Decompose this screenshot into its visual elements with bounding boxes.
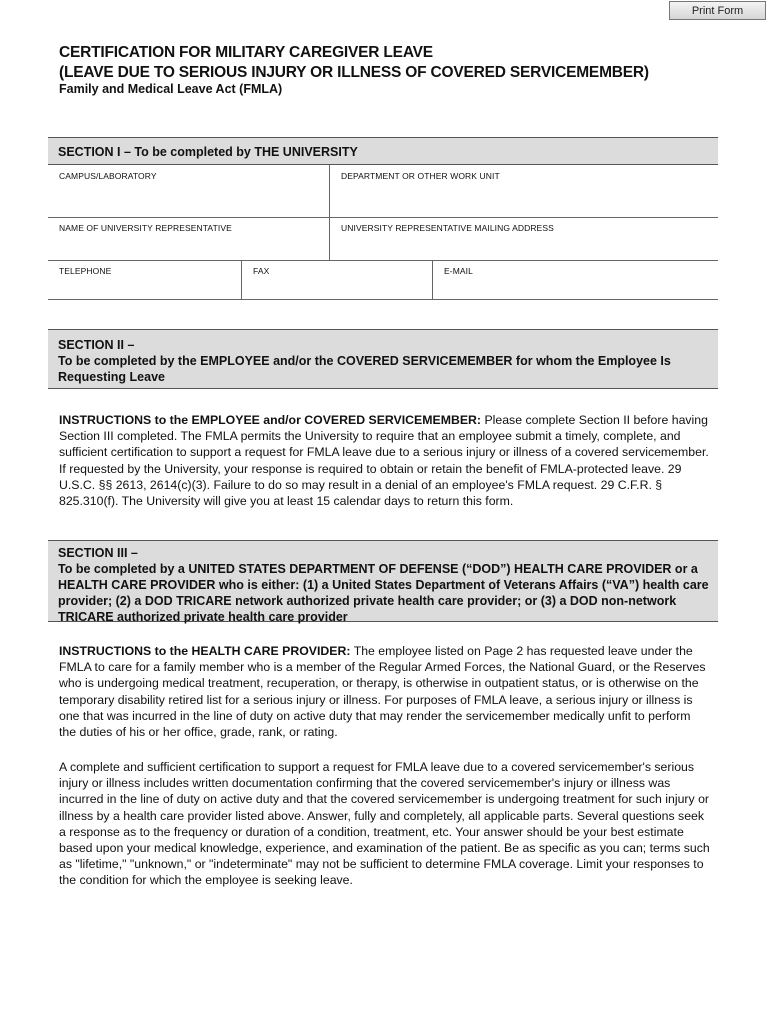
section2-heading-line2: To be completed by the EMPLOYEE and/or the COVERED SERVICEMEMBER for whom the Employee Is Requesting Leave bbox=[58, 354, 671, 384]
section1-heading: SECTION I – To be completed by THE UNIVERSITY bbox=[48, 137, 718, 165]
email-field[interactable] bbox=[433, 260, 718, 300]
fax-label: FAX bbox=[253, 266, 270, 276]
campus-label: CAMPUS/LABORATORY bbox=[59, 171, 157, 181]
telephone-field[interactable] bbox=[48, 260, 241, 300]
telephone-label: TELEPHONE bbox=[59, 266, 112, 276]
section3-instructions-text: The employee listed on Page 2 has requested leave under the FMLA to care for a family member who is a member of the Regular Armed Forces, the National Guard, or the Reserves who is undergoing medical treatment, recuperation, or therapy, is otherwise in outpatient status, or is otherwise on the temporary disability retired list for a serious injury or illness. For purposes of FMLA leave, a serious injury or illness is one that was incurred in the line of duty on active duty that may render the servicemember medically unfit to perform the duties of his or her office, grade, rank, or rating. bbox=[59, 644, 706, 740]
print-form-button[interactable]: Print Form bbox=[669, 1, 766, 20]
section2-heading-line1: SECTION II – bbox=[58, 338, 135, 352]
campus-field[interactable] bbox=[48, 165, 329, 217]
rep-address-field[interactable] bbox=[330, 217, 718, 260]
form-subtitle: Family and Medical Leave Act (FMLA) bbox=[59, 82, 283, 96]
rep-name-field[interactable] bbox=[48, 217, 329, 260]
section3-instructions bbox=[59, 643, 711, 740]
section3-instructions-label: INSTRUCTIONS to the HEALTH CARE PROVIDER: bbox=[59, 644, 351, 658]
form-title-line1: CERTIFICATION FOR MILITARY CAREGIVER LEAVE bbox=[59, 44, 433, 61]
rep-address-label: UNIVERSITY REPRESENTATIVE MAILING ADDRESS bbox=[341, 223, 554, 233]
university-fields-grid bbox=[48, 165, 718, 300]
section3-heading-line2: To be completed by a UNITED STATES DEPARTMENT OF DEFENSE (“DOD”) HEALTH CARE PROVIDER or a HEALTH CARE PROVIDER who is either: (1) a United States Department of Veterans Affairs (“VA”) health care provider; (2) a DOD TRICARE network authorized private health care provider; or (3) a DOD non-network TRICARE authorized private health care provider bbox=[58, 562, 709, 624]
department-field[interactable] bbox=[330, 165, 718, 217]
section2-instructions-text: Please complete Section II before having Section III completed. The FMLA permits the University to require that an employee submit a timely, complete, and sufficient certification to support a request for FMLA leave due to a serious injury or illness of a covered servicemember. If requested by the University, your response is required to obtain or retain the benefit of FMLA-protected leave. 29 U.S.C. §§ 2613, 2614(c)(3). Failure to do so may result in a denial of an employee's FMLA request. 29 C.F.R. § 825.310(f). The University will give you at least 15 calendar days to return this form. bbox=[59, 413, 709, 509]
fax-field[interactable] bbox=[242, 260, 432, 300]
form-title-line2: (LEAVE DUE TO SERIOUS INJURY OR ILLNESS OF COVERED SERVICEMEMBER) bbox=[59, 64, 649, 81]
rep-name-label: NAME OF UNIVERSITY REPRESENTATIVE bbox=[59, 223, 232, 233]
section3-heading bbox=[48, 540, 718, 622]
section3-heading-line1: SECTION III – bbox=[58, 546, 138, 560]
email-label: E-MAIL bbox=[444, 266, 473, 276]
section2-instructions bbox=[59, 412, 711, 509]
section2-instructions-label: INSTRUCTIONS to the EMPLOYEE and/or COVERED SERVICEMEMBER: bbox=[59, 413, 482, 427]
department-label: DEPARTMENT OR OTHER WORK UNIT bbox=[341, 171, 500, 181]
section3-paragraph2: A complete and sufficient certification to support a request for FMLA leave due to a covered servicemember's serious injury or illness includes written documentation confirming that the covered servicemember's injury or illness was incurred in the line of duty on active duty and that the covered servicemember is undergoing treatment for such injury or illness by a health care provider listed above. Answer, fully and completely, all applicable parts. Several questions seek a response as to the frequency or duration of a condition, treatment, etc. Your answer should be your best estimate based upon your medical knowledge, experience, and examination of the patient. Be as specific as you can; terms such as "lifetime," "unknown," or "indeterminate" may not be sufficient to determine FMLA coverage. Limit your responses to the condition for which the employee is seeking leave. bbox=[59, 760, 710, 888]
section2-heading bbox=[48, 329, 718, 389]
